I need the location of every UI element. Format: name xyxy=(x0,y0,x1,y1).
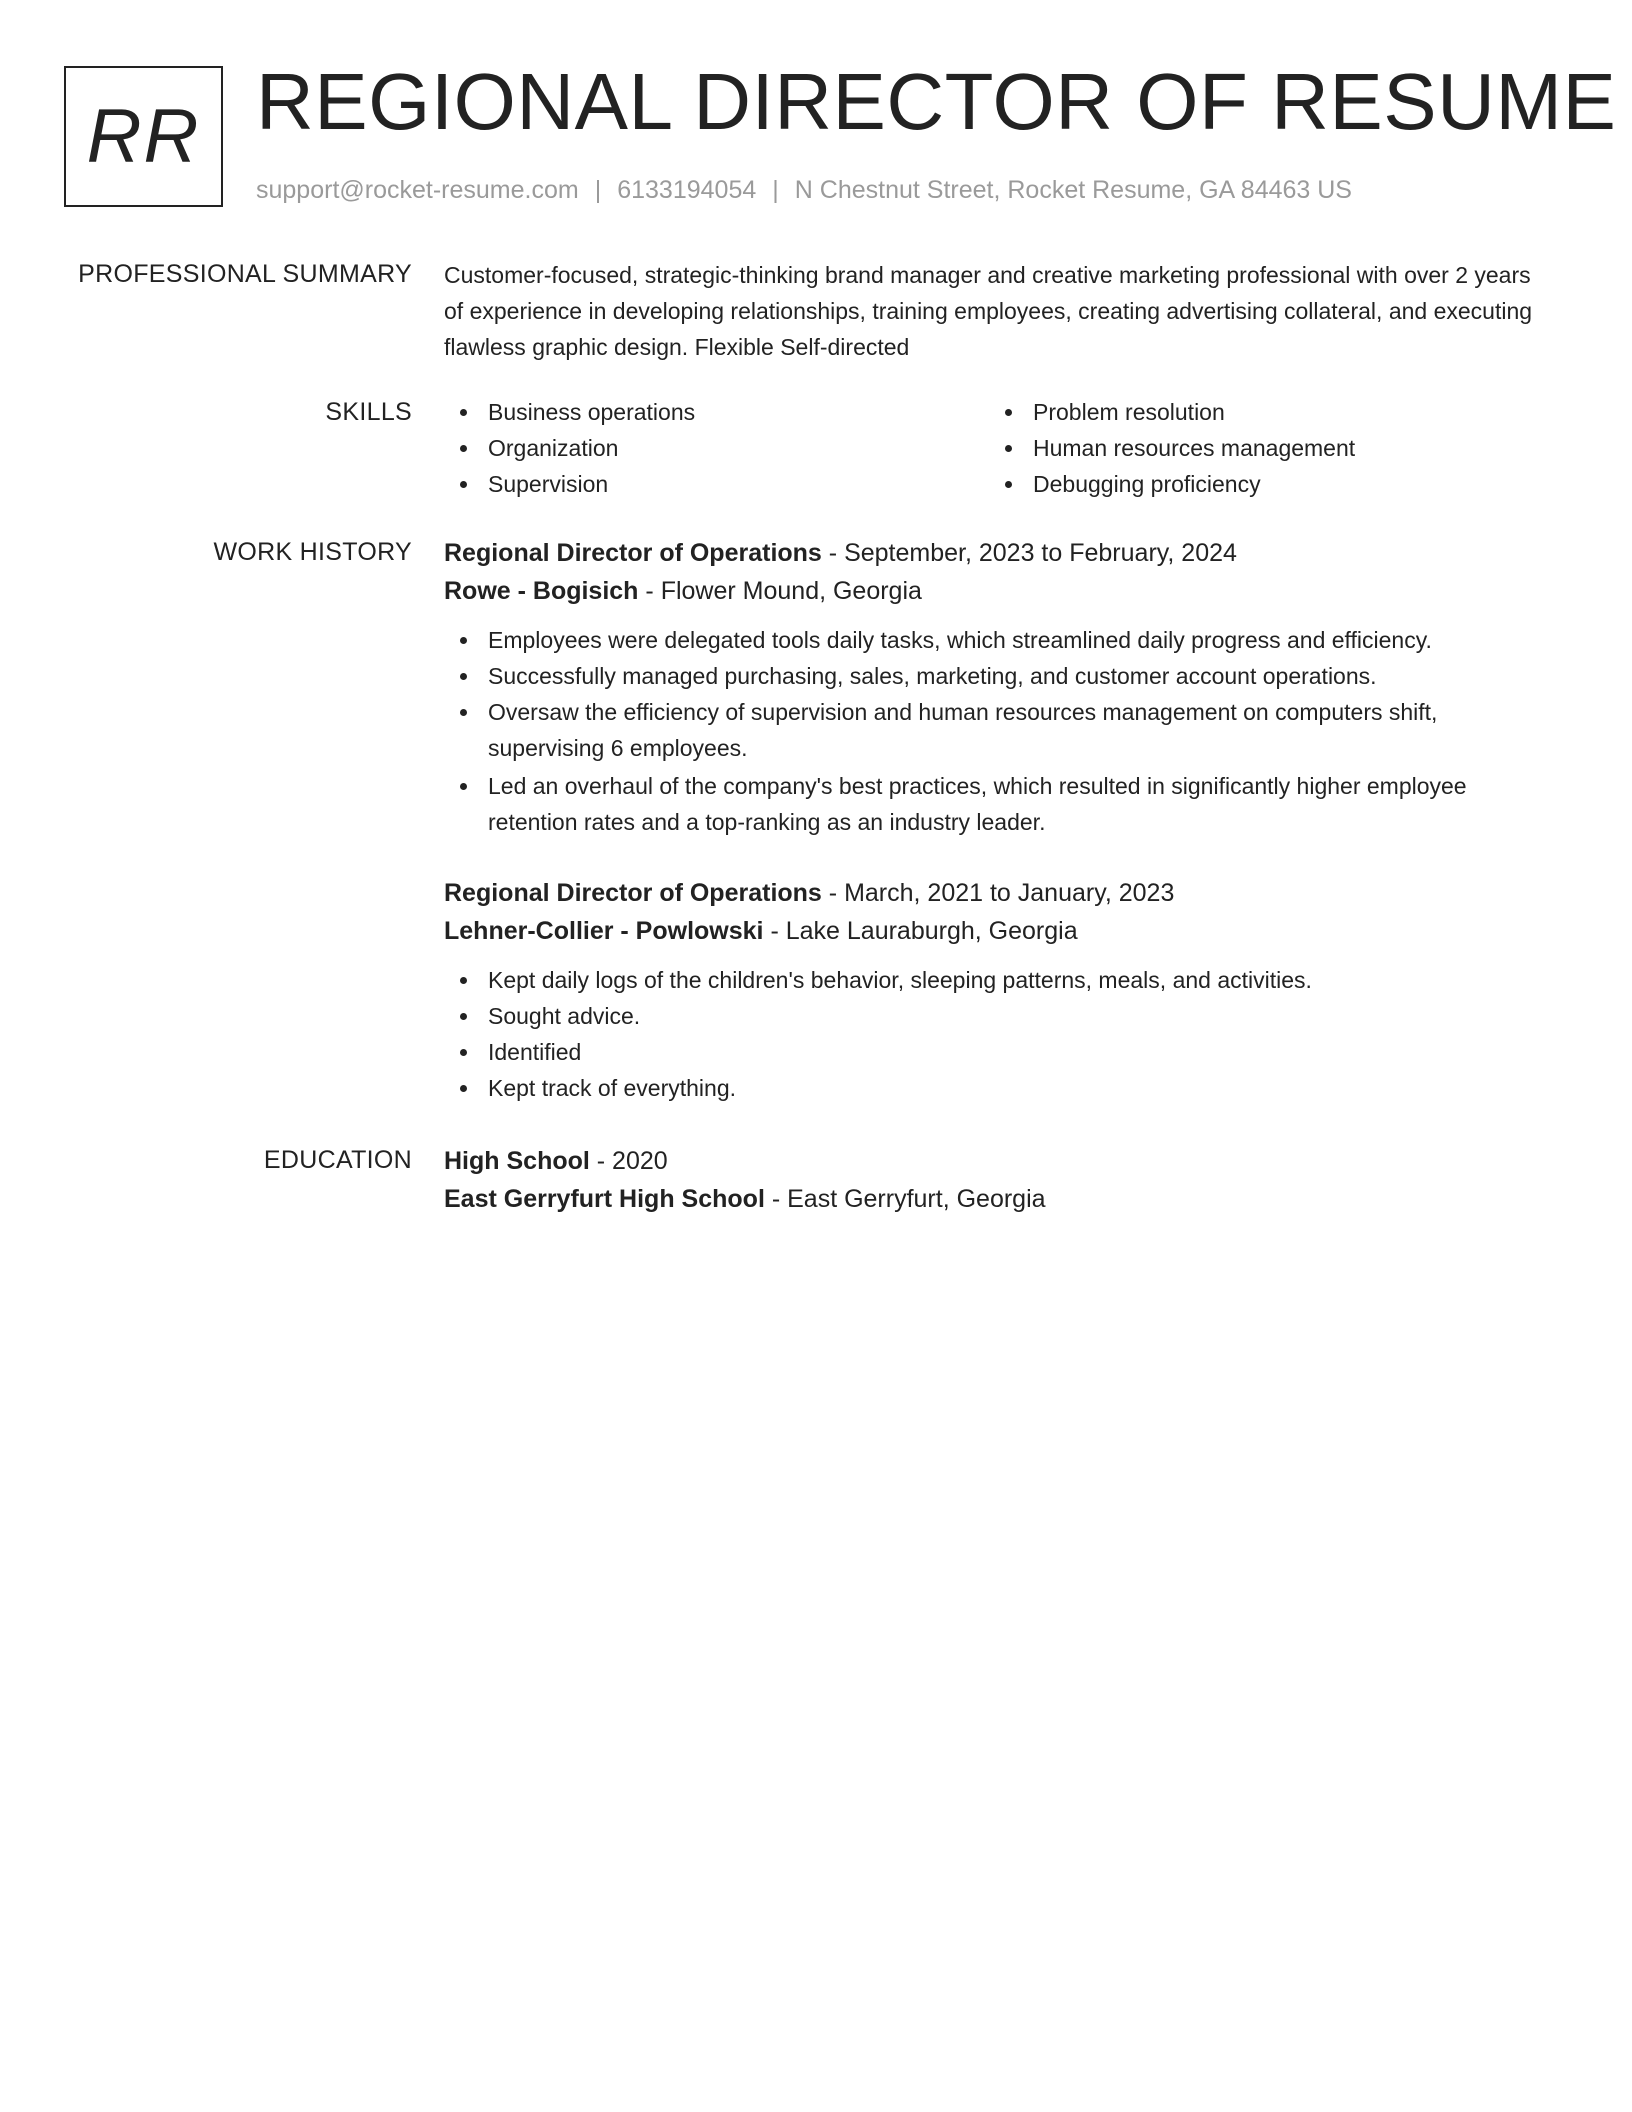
contact-separator: | xyxy=(594,176,602,204)
job-title: Regional Director of Operations xyxy=(444,539,822,567)
list-item: Debugging proficiency xyxy=(989,466,1534,502)
job-company-line xyxy=(444,912,1544,950)
contact-separator: | xyxy=(772,176,779,204)
list-item: Supervision xyxy=(444,466,989,502)
list-item: Employees were delegated tools daily tasks, which streamlined daily progress and efficiency. xyxy=(444,622,1544,658)
job-location: - Flower Mound, Georgia xyxy=(645,577,922,605)
skills-body xyxy=(444,394,1544,502)
education-degree: High School xyxy=(444,1147,590,1175)
contact-phone: 6133194054 xyxy=(617,176,757,204)
section-heading-work-history: WORK HISTORY xyxy=(213,538,412,566)
education-body xyxy=(444,1142,1544,1218)
list-item: Sought advice. xyxy=(444,998,1544,1034)
list-item: Led an overhaul of the company's best practices, which resulted in significantly higher employee retention rates and a top-ranking as an industry leader. xyxy=(444,768,1544,840)
job-entry xyxy=(444,534,1544,840)
list-item: Organization xyxy=(444,430,989,466)
job-company: Rowe - Bogisich xyxy=(444,577,639,605)
education-school-line xyxy=(444,1180,1544,1218)
summary-body xyxy=(444,257,1544,365)
education-year: - 2020 xyxy=(596,1147,668,1175)
list-item: Business operations xyxy=(444,394,989,430)
job-dates: - March, 2021 to January, 2023 xyxy=(828,879,1175,907)
job-location: - Lake Lauraburgh, Georgia xyxy=(770,917,1078,945)
job-company-line xyxy=(444,572,1544,610)
job-bullets xyxy=(444,622,1544,840)
education-degree-line xyxy=(444,1142,1544,1180)
monogram-logo: RR xyxy=(64,66,223,207)
skills-grid xyxy=(444,394,1544,502)
job-title-line xyxy=(444,874,1544,912)
list-item: Successfully managed purchasing, sales, marketing, and customer account operations. xyxy=(444,658,1544,694)
section-heading-education: EDUCATION xyxy=(263,1146,412,1174)
section-heading-skills: SKILLS xyxy=(325,398,412,426)
job-bullets xyxy=(444,962,1544,1106)
job-company: Lehner-Collier - Powlowski xyxy=(444,917,764,945)
job-title-line xyxy=(444,534,1544,572)
education-location: - East Gerryfurt, Georgia xyxy=(771,1185,1046,1213)
list-item: Kept track of everything. xyxy=(444,1070,1544,1106)
summary-text: Customer-focused, strategic-thinking brand manager and creative marketing professional with over 2 years of experience in developing relationships, training employees, creating advertising collateral, and executing flawless graphic design. Flexible Self-directed xyxy=(444,262,1533,360)
job-entry xyxy=(444,874,1544,1106)
list-item: Oversaw the efficiency of supervision and human resources management on computers shift, supervising 6 employees. xyxy=(444,694,1544,766)
section-heading-summary: PROFESSIONAL SUMMARY xyxy=(78,260,412,288)
skills-list-left xyxy=(444,394,989,502)
contact-address: N Chestnut Street, Rocket Resume, GA 84463 US xyxy=(794,176,1352,204)
list-item: Kept daily logs of the children's behavior, sleeping patterns, meals, and activities. xyxy=(444,962,1544,998)
contact-email: support@rocket-resume.com xyxy=(256,176,579,204)
candidate-name: REGIONAL DIRECTOR OF RESUME xyxy=(256,57,1617,146)
job-dates: - September, 2023 to February, 2024 xyxy=(828,539,1237,567)
contact-line xyxy=(256,174,1352,206)
list-item: Human resources management xyxy=(989,430,1534,466)
job-title: Regional Director of Operations xyxy=(444,879,822,907)
list-item: Identified xyxy=(444,1034,1544,1070)
education-school: East Gerryfurt High School xyxy=(444,1185,765,1213)
skills-list-right xyxy=(989,394,1534,502)
work-history-body xyxy=(444,534,1544,1101)
list-item: Problem resolution xyxy=(989,394,1534,430)
